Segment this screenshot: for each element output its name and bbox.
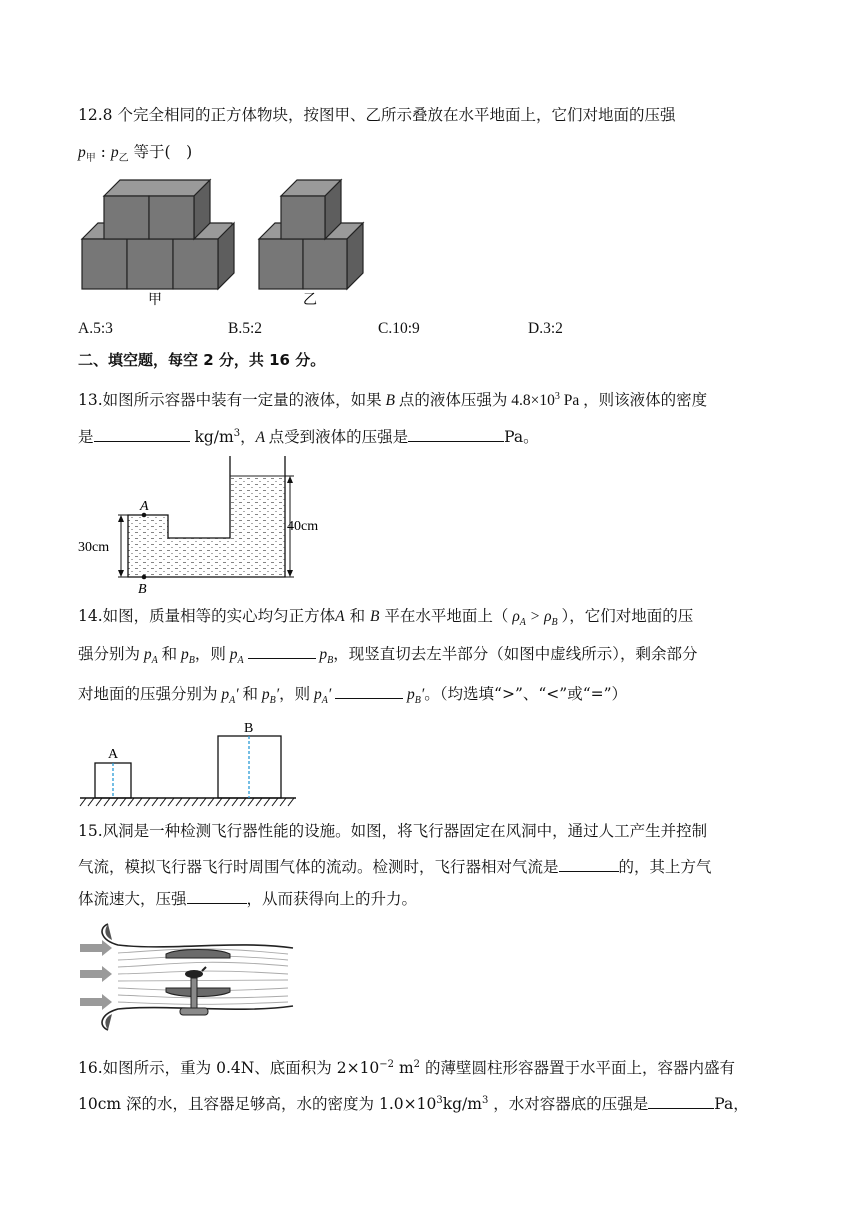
q13-label-a: A: [140, 499, 149, 514]
q13-line1: 13.如图所示容器中装有一定量的液体，如果 B 点的液体压强为 $4.8\times 10^3$ Pa ，则该液体的密度: [78, 391, 708, 410]
q12-option-c[interactable]: C.10:9: [378, 320, 420, 337]
q12-option-b[interactable]: B.5:2: [228, 320, 263, 337]
q13-container-figure: [78, 452, 338, 600]
q12-figure: [78, 175, 378, 307]
q12-option-a[interactable]: A.5:3: [78, 320, 113, 337]
q14-line3: 对地面的压强分别为 $p_A'$ 和 $p_B'$，则 $p_A'$ $p_B'$。（均选填“>”、“<”或“=”）: [78, 685, 628, 707]
q13-label-30cm: 30cm: [78, 540, 110, 555]
q13-pressure-blank[interactable]: [408, 426, 504, 442]
q12-fig-label-yi: 乙: [303, 293, 317, 307]
q16-line1: 16.如图所示，重为 0.4N、底面积为 $2\times 10^{-2}$ $m^2$ 的薄壁圆柱形容器置于水平面上，容器内盛有: [78, 1059, 735, 1078]
q14-label-b: B: [244, 721, 254, 736]
q14-figure: [78, 718, 308, 810]
q12-fig-label-jia: 甲: [148, 293, 162, 307]
q13-label-40cm: 40cm: [287, 519, 319, 534]
q13-density-blank[interactable]: [94, 426, 190, 442]
q13-label-b: B: [138, 582, 147, 597]
q14-blank-2[interactable]: [335, 683, 403, 699]
section2-title: 二、填空题，每空 2 分，共 16 分。: [78, 351, 326, 369]
q14-label-a: A: [108, 747, 119, 762]
q15-line1: 15.风洞是一种检测飞行器性能的设施。如图，将飞行器固定在风洞中，通过人工产生并控制: [78, 822, 708, 840]
q15-line2: 气流，模拟飞行器飞行时周围气体的流动。检测时，飞行器相对气流是 的，其上方气: [78, 858, 712, 876]
q16-pressure-blank[interactable]: [648, 1093, 714, 1109]
q12-stem-line1: 12.8 个完全相同的正方体物块，按图甲、乙所示叠放在水平地面上，它们对地面的压强: [78, 106, 676, 124]
q13-line2: 是 $kg/m^3$，A 点受到液体的压强是 Pa。: [78, 428, 539, 447]
q15-wind-tunnel-figure: [78, 918, 300, 1036]
q15-blank-1[interactable]: [559, 856, 619, 872]
q16-line2: 10cm 深的水，且容器足够高，水的密度为 $1.0\times 10^3kg/m^3$ ，水对容器底的压强是 Pa，: [78, 1095, 749, 1114]
q15-blank-2[interactable]: [187, 888, 247, 904]
q14-line2: 强分别为 $p_A$ 和 $p_B$，则 $p_A$ $p_B$，现竖直切去左半部分（如图中虚线所示），剩余部分: [78, 645, 698, 667]
q14-line1: 14.如图，质量相等的实心均匀正方体A 和 B 平在水平地面上（ $\rho_A > \rho_B$ ），它们对地面的压: [78, 607, 694, 629]
q14-blank-1[interactable]: [248, 643, 316, 659]
q15-line3: 体流速大，压强 ，从而获得向上的升力。: [78, 890, 418, 908]
q12-stem-line2: $p_甲$ : $p_乙$ 等于( ): [78, 143, 193, 165]
q12-option-d[interactable]: D.3:2: [528, 320, 563, 337]
